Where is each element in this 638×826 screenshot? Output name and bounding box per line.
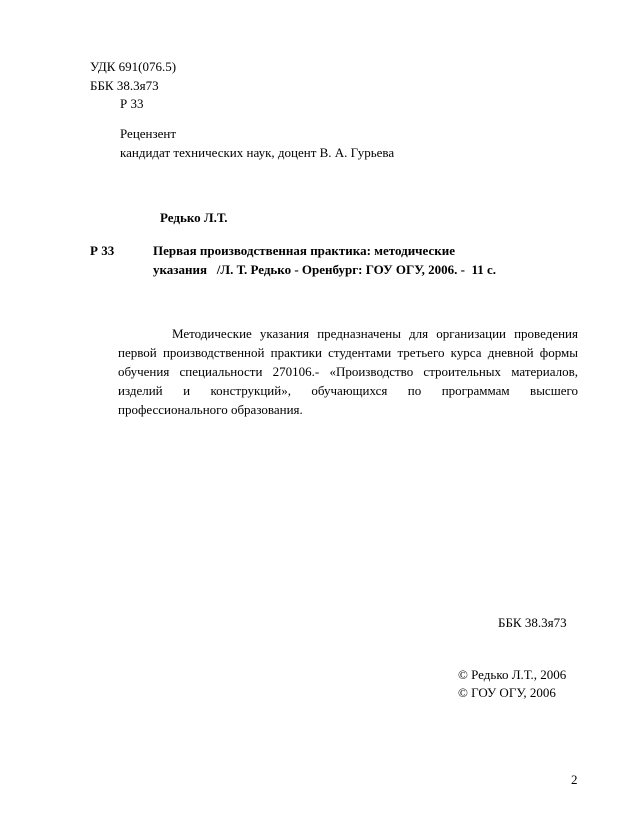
bib-title-line2: указания /Л. Т. Редько - Оренбург: ГОУ ОГУ, 2006. - 11 с.	[153, 262, 497, 277]
reviewer-name: кандидат технических наук, доцент В. А. Гурьева	[120, 145, 395, 160]
copyright-block	[458, 666, 588, 702]
bbk-code: ББК 38.3я73	[90, 78, 159, 93]
page-number: 2	[571, 772, 578, 787]
copyright-author: © Редько Л.Т., 2006	[458, 667, 567, 682]
reviewer-label: Рецензент	[120, 126, 177, 141]
copyright-org: © ГОУ ОГУ, 2006	[458, 685, 556, 700]
bib-author: Редько Л.Т.	[160, 210, 228, 225]
abstract-paragraph: Методические указания предназначены для организации проведения первой производственной практики студентами третьего курса дневной формы обучения специальности 270106.- «Производство строительных материалов, изделий и конструкций», обучающихся по программам высшего профессионального образования.	[118, 326, 578, 417]
author-mark: Р 33	[120, 96, 144, 111]
bib-title-line1: Первая производственная практика: методические	[153, 243, 455, 258]
bib-code: Р 33	[90, 243, 115, 258]
footer-bbk: ББК 38.3я73	[498, 615, 567, 630]
udk-code: УДК 691(076.5)	[90, 59, 177, 74]
